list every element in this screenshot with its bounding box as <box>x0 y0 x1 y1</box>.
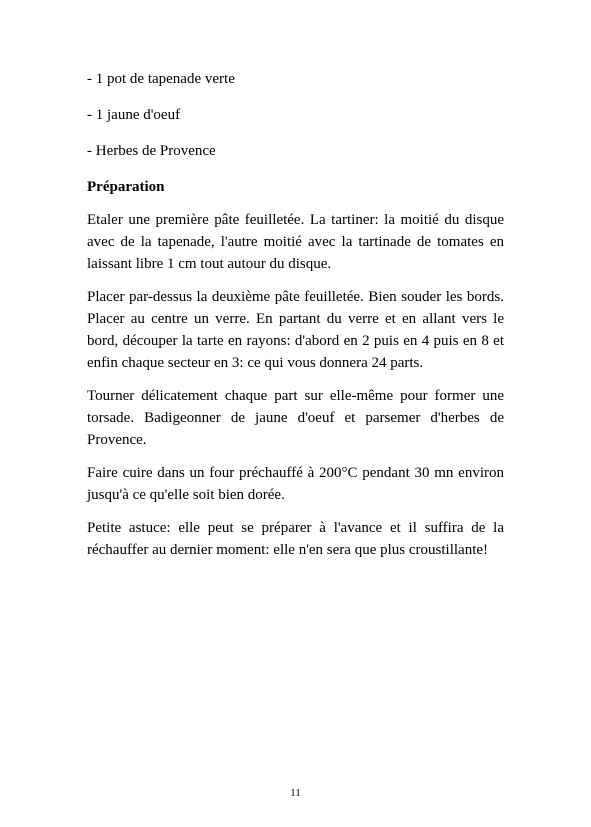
preparation-paragraph: Etaler une première pâte feuilletée. La tartiner: la moitié du disque avec de la tapenade, l'autre moitié avec la tartinade de tomates en laissant libre 1 cm tout autour du disque. <box>87 212 504 272</box>
recipe-content <box>87 68 504 572</box>
preparation-paragraph: Tourner délicatement chaque part sur elle-même pour former une torsade. Badigeonner de jaune d'oeuf et parsemer d'herbes de Provence. <box>87 388 504 448</box>
tip-paragraph: Petite astuce: elle peut se préparer à l'avance et il suffira de la réchauffer au dernier moment: elle n'en sera que plus croustillante! <box>87 520 504 558</box>
ingredient-item: - 1 jaune d'oeuf <box>87 107 181 123</box>
section-heading-preparation: Préparation <box>87 179 165 195</box>
ingredient-item: - 1 pot de tapenade verte <box>87 71 235 87</box>
preparation-paragraph: Placer par-dessus la deuxième pâte feuilletée. Bien souder les bords. Placer au centre un verre. En partant du verre et en allant vers le bord, découper la tarte en rayons: d'abord en 2 puis en 4 puis en 8 et enfin chaque secteur en 3: ce qui vous donnera 24 parts. <box>87 289 504 371</box>
preparation-paragraph: Faire cuire dans un four préchauffé à 200°C pendant 30 mn environ jusqu'à ce qu'elle soit bien dorée. <box>87 465 504 503</box>
page-number: 11 <box>290 787 301 799</box>
ingredient-item: - Herbes de Provence <box>87 143 216 159</box>
